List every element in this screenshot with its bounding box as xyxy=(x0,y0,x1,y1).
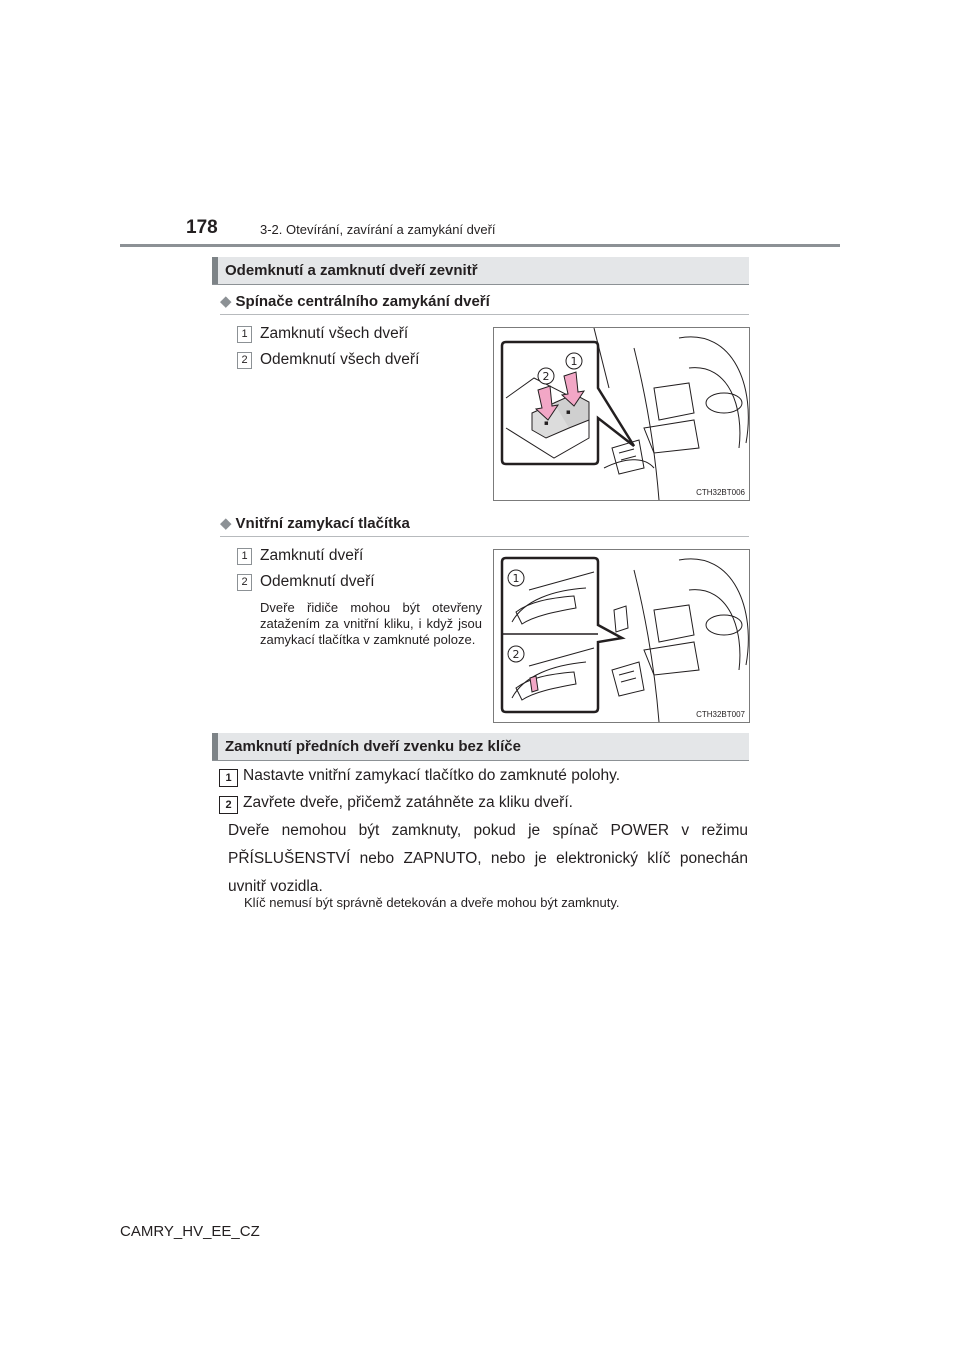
list-item: Odemknutí všech dveří xyxy=(260,351,420,368)
svg-text:1: 1 xyxy=(512,572,520,585)
figure-code: CTH32BT007 xyxy=(696,710,745,719)
section-header-outside-locking xyxy=(212,733,749,761)
subheading-text: Spínače centrálního zamykání dveří xyxy=(235,293,490,310)
svg-text:▪: ▪ xyxy=(544,419,549,427)
subheading-divider xyxy=(220,314,749,315)
step-number-icon: 1 xyxy=(237,548,252,565)
door-lock-switch-illustration xyxy=(494,328,749,500)
header-divider xyxy=(120,244,840,247)
section-header-bar xyxy=(212,733,218,760)
svg-text:2: 2 xyxy=(542,370,550,383)
section-title: Odemknutí a zamknutí dveří zevnitř xyxy=(225,262,478,279)
figure-lock-buttons xyxy=(493,549,750,723)
subheading-central-locking xyxy=(220,292,490,310)
list-item: Odemknutí dveří xyxy=(260,573,375,590)
diamond-bullet-icon: ◆ xyxy=(220,293,232,310)
step-number-icon: 2 xyxy=(237,352,252,369)
step-text: Zavřete dveře, přičemž zatáhněte za kliku dveří. xyxy=(243,794,573,811)
subheading-text: Vnitřní zamykací tlačítka xyxy=(235,515,410,532)
step-number-icon: 1 xyxy=(219,769,238,787)
driver-door-note: Dveře řidiče mohou být otevřeny zatažením za vnitřní kliku, i když jsou zamykací tlačítka v zamknuté poloze. xyxy=(260,600,482,647)
chapter-title: 3-2. Otevírání, zavírání a zamykání dveří xyxy=(260,222,496,237)
svg-text:2: 2 xyxy=(512,648,520,661)
figure-door-lock-switch xyxy=(493,327,750,501)
lock-buttons-illustration xyxy=(494,550,749,722)
svg-text:1: 1 xyxy=(570,355,578,368)
step-number-icon: 1 xyxy=(237,326,252,343)
subheading-inside-lock-buttons xyxy=(220,514,410,532)
section-header-bar xyxy=(212,257,218,284)
figure-code: CTH32BT006 xyxy=(696,488,745,497)
page-number: 178 xyxy=(186,217,218,238)
step-number-icon: 2 xyxy=(237,574,252,591)
warning-paragraph: Dveře nemohou být zamknuty, pokud je spínač POWER v režimu PŘÍSLUŠENSTVÍ nebo ZAPNUTO, nebo je elektronický klíč ponechán uvnitř vozidla. xyxy=(228,822,748,895)
list-item: Zamknutí všech dveří xyxy=(260,325,409,342)
model-code: CAMRY_HV_EE_CZ xyxy=(120,1223,260,1240)
list-item: Zamknutí dveří xyxy=(260,547,364,564)
step-number-icon: 2 xyxy=(219,796,238,814)
key-detection-note: Klíč nemusí být správně detekován a dveře mohou být zamknuty. xyxy=(244,895,620,910)
section-header-inside-locking xyxy=(212,257,749,285)
diamond-bullet-icon: ◆ xyxy=(220,515,232,532)
subheading-divider xyxy=(220,536,749,537)
step-text: Nastavte vnitřní zamykací tlačítko do zamknuté polohy. xyxy=(243,767,621,784)
svg-text:▪: ▪ xyxy=(566,408,571,416)
section-title: Zamknutí předních dveří zvenku bez klíče xyxy=(225,738,521,755)
